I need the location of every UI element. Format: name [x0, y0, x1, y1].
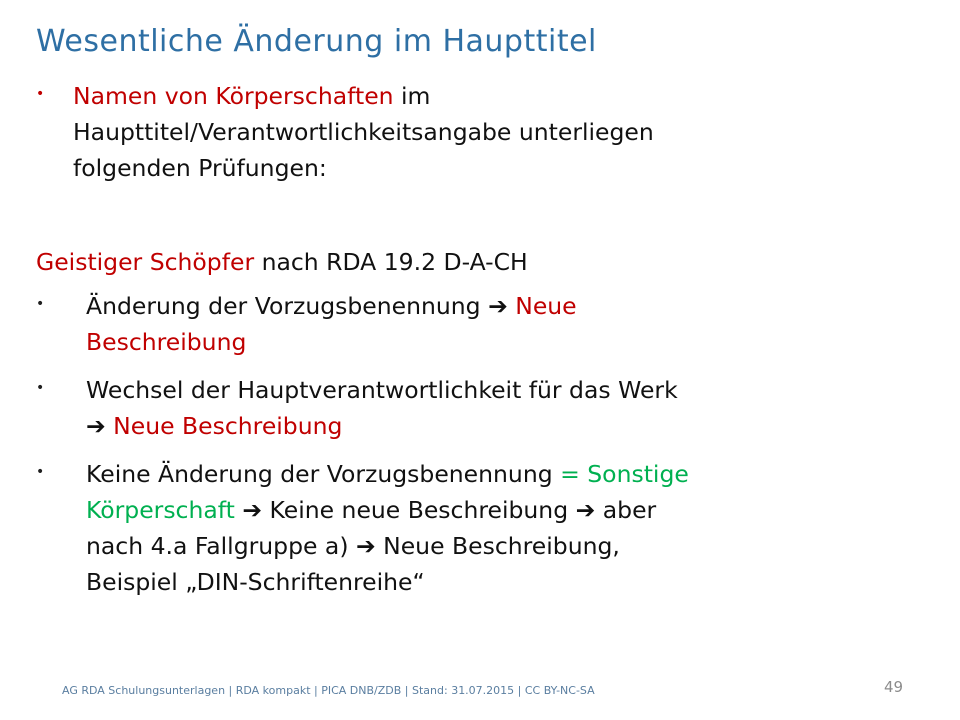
arrow-right-icon: ➔	[355, 532, 376, 560]
intro-line-2: Haupttitel/Verantwortlichkeitsangabe unterliegen	[73, 118, 654, 146]
bullet-3-line3-rest: Neue Beschreibung,	[375, 532, 620, 560]
bullet-3-line-2	[86, 492, 689, 528]
intro-highlight: Namen von Körperschaften	[73, 82, 394, 110]
bullet-1-line-2: Beschreibung	[86, 328, 247, 356]
intro-line-3: folgenden Prüfungen:	[73, 154, 327, 182]
list-item	[36, 372, 916, 448]
bullet-3-line2-rest: aber	[595, 496, 657, 524]
arrow-right-icon: ➔	[234, 496, 270, 524]
bullet-1-result: Neue	[507, 292, 577, 320]
bullet-dot: •	[36, 380, 45, 396]
section-heading	[36, 244, 528, 280]
intro-text	[73, 78, 654, 186]
bullet-3-line-1	[86, 456, 689, 492]
arrow-right-icon: ➔	[488, 292, 508, 320]
bullet-3-line3-text: nach 4.a Fallgruppe a)	[86, 532, 356, 560]
arrow-right-icon: ➔	[575, 496, 596, 524]
intro-line1-rest: im	[393, 82, 431, 110]
bullet-2-line-1: Wechsel der Hauptverantwortlichkeit für das Werk	[86, 376, 678, 404]
section-highlight: Geistiger Schöpfer	[36, 248, 255, 276]
list-item	[36, 456, 916, 606]
slide-title: Wesentliche Änderung im Haupttitel	[36, 24, 597, 59]
bullet-3-green-2: Körperschaft	[86, 496, 235, 524]
intro-bullet	[36, 78, 916, 188]
page-number: 49	[884, 678, 904, 696]
bullet-2-text	[86, 372, 678, 444]
bullet-2-result: Neue Beschreibung	[105, 412, 343, 440]
bullet-3-line2-text: Keine neue Beschreibung	[269, 496, 576, 524]
bullet-1-line-1	[86, 288, 577, 324]
bullet-1-text	[86, 288, 577, 360]
bullet-3-text	[86, 456, 689, 600]
bullet-dot: •	[36, 296, 45, 312]
footer-text: AG RDA Schulungsunterlagen | RDA kompakt | PICA DNB/ZDB | Stand: 31.07.2015 | CC BY-NC-SA	[62, 684, 595, 697]
list-item	[36, 288, 916, 364]
section-rest: nach RDA 19.2 D-A-CH	[254, 248, 528, 276]
bullet-1-main: Änderung der Vorzugsbenennung	[86, 292, 489, 320]
bullet-dot: •	[36, 464, 45, 480]
bullet-3-green-1: = Sonstige	[560, 460, 689, 488]
bullet-2-line-2	[86, 408, 678, 444]
arrow-right-icon: ➔	[86, 412, 106, 440]
bullet-3-line-4: Beispiel „DIN-Schriftenreihe“	[86, 568, 425, 596]
intro-line-1	[73, 78, 654, 114]
bullet-3-line-3	[86, 528, 689, 564]
bullet-3-main: Keine Änderung der Vorzugsbenennung	[86, 460, 561, 488]
bullet-dot: •	[36, 86, 45, 102]
